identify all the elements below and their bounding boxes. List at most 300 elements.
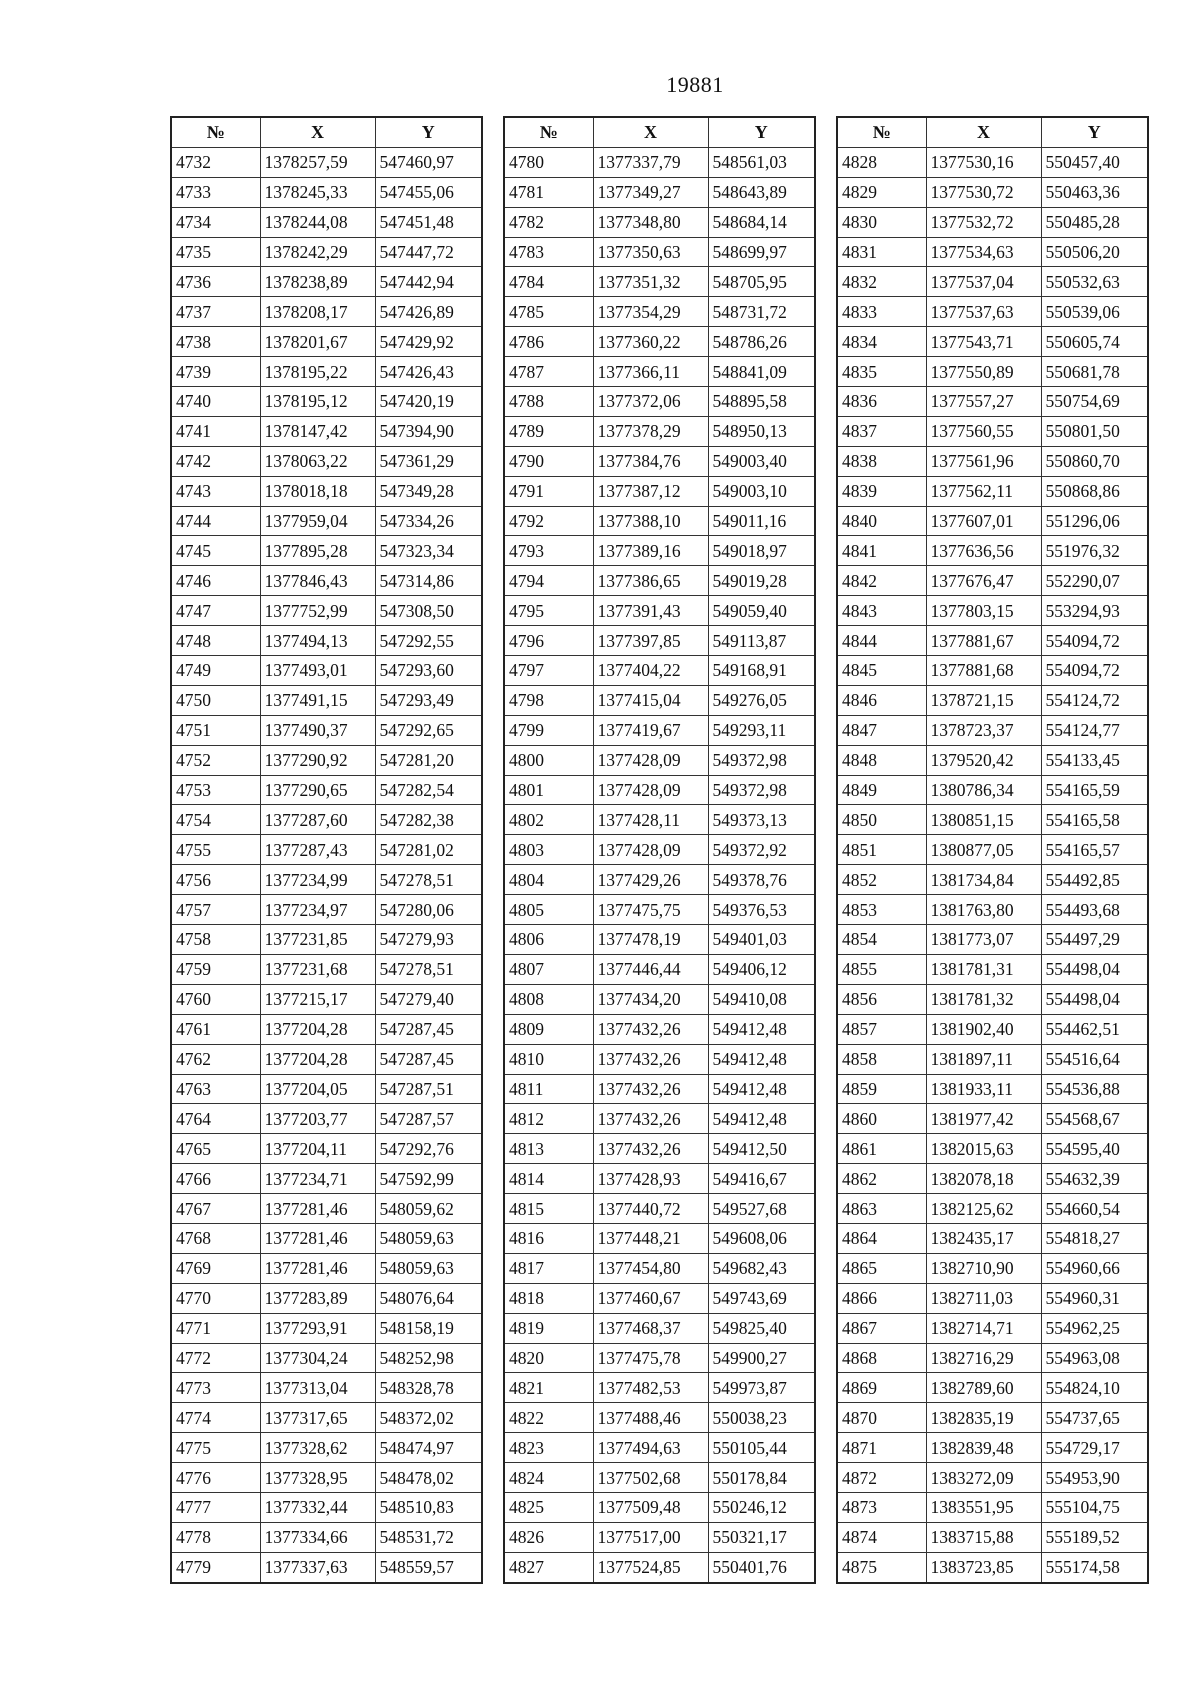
table-row — [171, 1492, 482, 1522]
table-row — [504, 1343, 815, 1373]
table-row — [171, 715, 482, 745]
table-row — [837, 1134, 1148, 1164]
table-row — [837, 1373, 1148, 1403]
cell-num: 4787 — [504, 357, 593, 387]
header-y: Y — [708, 117, 815, 147]
table-row — [504, 626, 815, 656]
cell-num: 4841 — [837, 536, 926, 566]
table-row — [837, 954, 1148, 984]
table-row — [504, 1403, 815, 1433]
cell-y: 547451,48 — [375, 207, 482, 237]
cell-x: 1377419,67 — [593, 715, 708, 745]
cell-x: 1377494,63 — [593, 1433, 708, 1463]
cell-x: 1377388,10 — [593, 506, 708, 536]
cell-y: 549416,67 — [708, 1164, 815, 1194]
table-row — [837, 476, 1148, 506]
cell-x: 1377432,26 — [593, 1014, 708, 1044]
table-row — [837, 835, 1148, 865]
cell-num: 4799 — [504, 715, 593, 745]
cell-y: 550401,76 — [708, 1552, 815, 1582]
cell-x: 1382716,29 — [926, 1343, 1041, 1373]
table-row — [504, 177, 815, 207]
cell-num: 4819 — [504, 1313, 593, 1343]
cell-x: 1377351,32 — [593, 267, 708, 297]
cell-x: 1377204,05 — [260, 1074, 375, 1104]
table-row — [504, 1253, 815, 1283]
cell-x: 1377404,22 — [593, 656, 708, 686]
table-row — [837, 745, 1148, 775]
cell-x: 1377428,11 — [593, 805, 708, 835]
table-row — [837, 566, 1148, 596]
cell-num: 4850 — [837, 805, 926, 835]
cell-num: 4834 — [837, 327, 926, 357]
cell-x: 1377313,04 — [260, 1373, 375, 1403]
table-row — [171, 476, 482, 506]
cell-y: 554818,27 — [1041, 1223, 1148, 1253]
cell-num: 4807 — [504, 954, 593, 984]
cell-num: 4773 — [171, 1373, 260, 1403]
table-row — [171, 147, 482, 177]
table-row — [171, 895, 482, 925]
table-row — [504, 297, 815, 327]
header-x: X — [926, 117, 1041, 147]
table-row — [171, 656, 482, 686]
table-row — [504, 954, 815, 984]
cell-y: 549372,92 — [708, 835, 815, 865]
cell-num: 4742 — [171, 446, 260, 476]
cell-num: 4755 — [171, 835, 260, 865]
cell-num: 4735 — [171, 237, 260, 267]
cell-x: 1377532,72 — [926, 207, 1041, 237]
cell-num: 4803 — [504, 835, 593, 865]
cell-y: 550681,78 — [1041, 357, 1148, 387]
cell-num: 4741 — [171, 416, 260, 446]
cell-x: 1377304,24 — [260, 1343, 375, 1373]
cell-x: 1377389,16 — [593, 536, 708, 566]
table-row — [171, 596, 482, 626]
table-row — [171, 1253, 482, 1283]
cell-num: 4805 — [504, 895, 593, 925]
table-row — [171, 506, 482, 536]
cell-y: 547361,29 — [375, 446, 482, 476]
cell-x: 1383715,88 — [926, 1522, 1041, 1552]
header-x: X — [593, 117, 708, 147]
cell-num: 4749 — [171, 656, 260, 686]
cell-y: 547287,45 — [375, 1014, 482, 1044]
cell-x: 1377475,75 — [593, 895, 708, 925]
cell-y: 551296,06 — [1041, 506, 1148, 536]
cell-y: 550246,12 — [708, 1492, 815, 1522]
table-row — [171, 237, 482, 267]
cell-y: 547442,94 — [375, 267, 482, 297]
cell-x: 1378195,22 — [260, 357, 375, 387]
cell-x: 1377366,11 — [593, 357, 708, 387]
cell-x: 1379520,42 — [926, 745, 1041, 775]
cell-y: 549059,40 — [708, 596, 815, 626]
cell-num: 4781 — [504, 177, 593, 207]
cell-x: 1377432,26 — [593, 1044, 708, 1074]
cell-x: 1377337,79 — [593, 147, 708, 177]
cell-y: 547287,57 — [375, 1104, 482, 1134]
cell-num: 4822 — [504, 1403, 593, 1433]
cell-y: 549011,16 — [708, 506, 815, 536]
cell-y: 549406,12 — [708, 954, 815, 984]
cell-y: 554568,67 — [1041, 1104, 1148, 1134]
table-row — [504, 835, 815, 865]
cell-x: 1383551,95 — [926, 1492, 1041, 1522]
cell-x: 1377428,09 — [593, 745, 708, 775]
table-row — [171, 865, 482, 895]
cell-y: 549276,05 — [708, 685, 815, 715]
cell-x: 1377348,80 — [593, 207, 708, 237]
cell-y: 549168,91 — [708, 656, 815, 686]
cell-num: 4754 — [171, 805, 260, 835]
table-row — [837, 1463, 1148, 1493]
cell-x: 1381977,42 — [926, 1104, 1041, 1134]
table-row — [504, 147, 815, 177]
cell-y: 548895,58 — [708, 387, 815, 417]
cell-y: 550463,36 — [1041, 177, 1148, 207]
table-row — [504, 566, 815, 596]
cell-y: 547323,34 — [375, 536, 482, 566]
cell-num: 4813 — [504, 1134, 593, 1164]
header-x: X — [260, 117, 375, 147]
cell-y: 547334,26 — [375, 506, 482, 536]
table-row — [837, 207, 1148, 237]
cell-x: 1381781,32 — [926, 984, 1041, 1014]
cell-num: 4740 — [171, 387, 260, 417]
cell-y: 547293,49 — [375, 685, 482, 715]
cell-y: 547293,60 — [375, 656, 482, 686]
cell-y: 549003,40 — [708, 446, 815, 476]
cell-x: 1378201,67 — [260, 327, 375, 357]
table-row — [171, 416, 482, 446]
cell-num: 4806 — [504, 925, 593, 955]
cell-x: 1381897,11 — [926, 1044, 1041, 1074]
cell-y: 555174,58 — [1041, 1552, 1148, 1582]
table-row — [837, 1253, 1148, 1283]
table-row — [504, 357, 815, 387]
cell-x: 1377537,63 — [926, 297, 1041, 327]
table-row — [837, 656, 1148, 686]
cell-x: 1377493,01 — [260, 656, 375, 686]
cell-x: 1382789,60 — [926, 1373, 1041, 1403]
cell-num: 4833 — [837, 297, 926, 327]
table-row — [171, 1313, 482, 1343]
table-row — [837, 446, 1148, 476]
table-row — [504, 207, 815, 237]
cell-x: 1377460,67 — [593, 1283, 708, 1313]
cell-y: 550868,86 — [1041, 476, 1148, 506]
cell-x: 1380877,05 — [926, 835, 1041, 865]
table-row — [171, 1194, 482, 1224]
table-row — [171, 357, 482, 387]
cell-y: 549410,08 — [708, 984, 815, 1014]
cell-y: 547292,65 — [375, 715, 482, 745]
cell-x: 1377215,17 — [260, 984, 375, 1014]
cell-y: 547282,54 — [375, 775, 482, 805]
cell-num: 4835 — [837, 357, 926, 387]
cell-y: 547292,76 — [375, 1134, 482, 1164]
table-row — [504, 925, 815, 955]
cell-y: 554729,17 — [1041, 1433, 1148, 1463]
table-row — [837, 626, 1148, 656]
cell-num: 4829 — [837, 177, 926, 207]
cell-num: 4848 — [837, 745, 926, 775]
header-num: № — [837, 117, 926, 147]
coordinate-table-3 — [836, 116, 1149, 1584]
table-row — [171, 925, 482, 955]
table-row — [171, 1463, 482, 1493]
cell-num: 4744 — [171, 506, 260, 536]
cell-y: 549412,48 — [708, 1014, 815, 1044]
cell-x: 1377537,04 — [926, 267, 1041, 297]
cell-x: 1381734,84 — [926, 865, 1041, 895]
cell-y: 549412,50 — [708, 1134, 815, 1164]
cell-y: 548328,78 — [375, 1373, 482, 1403]
cell-x: 1378018,18 — [260, 476, 375, 506]
cell-x: 1377881,67 — [926, 626, 1041, 656]
cell-x: 1377204,28 — [260, 1044, 375, 1074]
cell-y: 548510,83 — [375, 1492, 482, 1522]
cell-x: 1377530,16 — [926, 147, 1041, 177]
cell-y: 548561,03 — [708, 147, 815, 177]
cell-x: 1377429,26 — [593, 865, 708, 895]
cell-num: 4793 — [504, 536, 593, 566]
table-row — [504, 984, 815, 1014]
cell-x: 1377328,95 — [260, 1463, 375, 1493]
cell-num: 4866 — [837, 1283, 926, 1313]
table-row — [837, 1014, 1148, 1044]
table-row — [171, 267, 482, 297]
table-row — [171, 1433, 482, 1463]
cell-y: 547280,06 — [375, 895, 482, 925]
table-row — [171, 954, 482, 984]
cell-num: 4772 — [171, 1343, 260, 1373]
cell-num: 4769 — [171, 1253, 260, 1283]
table-row — [837, 715, 1148, 745]
table-row — [504, 685, 815, 715]
table-row — [837, 237, 1148, 267]
cell-num: 4870 — [837, 1403, 926, 1433]
cell-num: 4745 — [171, 536, 260, 566]
cell-y: 554165,59 — [1041, 775, 1148, 805]
header-y: Y — [375, 117, 482, 147]
table-row — [504, 1104, 815, 1134]
cell-x: 1377509,48 — [593, 1492, 708, 1522]
cell-y: 554960,66 — [1041, 1253, 1148, 1283]
cell-num: 4765 — [171, 1134, 260, 1164]
cell-num: 4756 — [171, 865, 260, 895]
cell-x: 1378147,42 — [260, 416, 375, 446]
table-row — [504, 446, 815, 476]
cell-y: 553294,93 — [1041, 596, 1148, 626]
table-row — [837, 506, 1148, 536]
table-row — [837, 1283, 1148, 1313]
cell-num: 4837 — [837, 416, 926, 446]
cell-num: 4757 — [171, 895, 260, 925]
cell-y: 549372,98 — [708, 775, 815, 805]
table-row — [171, 1104, 482, 1134]
cell-num: 4871 — [837, 1433, 926, 1463]
cell-y: 548841,09 — [708, 357, 815, 387]
cell-num: 4764 — [171, 1104, 260, 1134]
cell-x: 1377440,72 — [593, 1194, 708, 1224]
table-row — [504, 1134, 815, 1164]
cell-y: 550532,63 — [1041, 267, 1148, 297]
cell-num: 4763 — [171, 1074, 260, 1104]
header-y: Y — [1041, 117, 1148, 147]
table-row — [837, 865, 1148, 895]
cell-x: 1378238,89 — [260, 267, 375, 297]
cell-num: 4785 — [504, 297, 593, 327]
table-row — [837, 925, 1148, 955]
cell-y: 547278,51 — [375, 954, 482, 984]
cell-x: 1382125,62 — [926, 1194, 1041, 1224]
cell-num: 4861 — [837, 1134, 926, 1164]
cell-num: 4804 — [504, 865, 593, 895]
cell-num: 4802 — [504, 805, 593, 835]
table-row — [171, 1223, 482, 1253]
cell-num: 4814 — [504, 1164, 593, 1194]
cell-x: 1377334,66 — [260, 1522, 375, 1552]
cell-x: 1377490,37 — [260, 715, 375, 745]
cell-y: 547314,86 — [375, 566, 482, 596]
cell-num: 4751 — [171, 715, 260, 745]
cell-y: 550506,20 — [1041, 237, 1148, 267]
cell-num: 4809 — [504, 1014, 593, 1044]
table-row — [504, 865, 815, 895]
cell-num: 4838 — [837, 446, 926, 476]
table-row — [171, 1343, 482, 1373]
table-row — [837, 1433, 1148, 1463]
cell-y: 554462,51 — [1041, 1014, 1148, 1044]
cell-y: 549003,10 — [708, 476, 815, 506]
cell-x: 1377502,68 — [593, 1463, 708, 1493]
cell-x: 1377752,99 — [260, 596, 375, 626]
cell-x: 1377290,65 — [260, 775, 375, 805]
cell-num: 4855 — [837, 954, 926, 984]
cell-y: 549973,87 — [708, 1373, 815, 1403]
cell-y: 547426,89 — [375, 297, 482, 327]
cell-y: 549018,97 — [708, 536, 815, 566]
cell-num: 4762 — [171, 1044, 260, 1074]
cell-x: 1380786,34 — [926, 775, 1041, 805]
cell-x: 1382839,48 — [926, 1433, 1041, 1463]
cell-y: 548059,63 — [375, 1223, 482, 1253]
cell-y: 554953,90 — [1041, 1463, 1148, 1493]
cell-num: 4869 — [837, 1373, 926, 1403]
cell-x: 1377534,63 — [926, 237, 1041, 267]
cell-num: 4766 — [171, 1164, 260, 1194]
cell-num: 4770 — [171, 1283, 260, 1313]
cell-num: 4782 — [504, 207, 593, 237]
cell-x: 1377494,13 — [260, 626, 375, 656]
cell-y: 547279,93 — [375, 925, 482, 955]
cell-num: 4778 — [171, 1522, 260, 1552]
cell-x: 1377234,71 — [260, 1164, 375, 1194]
cell-num: 4780 — [504, 147, 593, 177]
cell-num: 4832 — [837, 267, 926, 297]
table-row — [171, 177, 482, 207]
table-body — [171, 147, 482, 1582]
cell-num: 4815 — [504, 1194, 593, 1224]
cell-num: 4767 — [171, 1194, 260, 1224]
cell-x: 1377231,68 — [260, 954, 375, 984]
table-row — [504, 745, 815, 775]
cell-x: 1377454,80 — [593, 1253, 708, 1283]
cell-x: 1378208,17 — [260, 297, 375, 327]
table-row — [171, 566, 482, 596]
cell-y: 547394,90 — [375, 416, 482, 446]
table-row — [504, 1373, 815, 1403]
cell-x: 1377517,00 — [593, 1522, 708, 1552]
cell-num: 4758 — [171, 925, 260, 955]
table-row — [504, 656, 815, 686]
cell-x: 1382435,17 — [926, 1223, 1041, 1253]
cell-num: 4737 — [171, 297, 260, 327]
cell-y: 550178,84 — [708, 1463, 815, 1493]
cell-num: 4856 — [837, 984, 926, 1014]
cell-x: 1377293,91 — [260, 1313, 375, 1343]
cell-x: 1377434,20 — [593, 984, 708, 1014]
table-row — [837, 1104, 1148, 1134]
table-row — [504, 1313, 815, 1343]
table-row — [504, 416, 815, 446]
cell-num: 4750 — [171, 685, 260, 715]
cell-num: 4857 — [837, 1014, 926, 1044]
table-row — [837, 685, 1148, 715]
cell-y: 554133,45 — [1041, 745, 1148, 775]
cell-num: 4789 — [504, 416, 593, 446]
header-num: № — [171, 117, 260, 147]
table-row — [837, 387, 1148, 417]
table-row — [837, 1164, 1148, 1194]
cell-x: 1378063,22 — [260, 446, 375, 476]
cell-num: 4777 — [171, 1492, 260, 1522]
table-body — [504, 147, 815, 1582]
table-row — [837, 536, 1148, 566]
cell-num: 4816 — [504, 1223, 593, 1253]
cell-y: 548643,89 — [708, 177, 815, 207]
cell-num: 4830 — [837, 207, 926, 237]
cell-x: 1377384,76 — [593, 446, 708, 476]
table-row — [837, 147, 1148, 177]
cell-x: 1382711,03 — [926, 1283, 1041, 1313]
table-row — [171, 536, 482, 566]
cell-y: 554094,72 — [1041, 656, 1148, 686]
cell-x: 1377231,85 — [260, 925, 375, 955]
cell-y: 547287,45 — [375, 1044, 482, 1074]
cell-x: 1382710,90 — [926, 1253, 1041, 1283]
cell-x: 1378723,37 — [926, 715, 1041, 745]
cell-x: 1377478,19 — [593, 925, 708, 955]
cell-y: 547420,19 — [375, 387, 482, 417]
cell-num: 4800 — [504, 745, 593, 775]
cell-y: 549376,53 — [708, 895, 815, 925]
table-row — [504, 1283, 815, 1313]
cell-num: 4826 — [504, 1522, 593, 1552]
cell-x: 1377491,15 — [260, 685, 375, 715]
cell-num: 4845 — [837, 656, 926, 686]
table-row — [504, 536, 815, 566]
table-row — [837, 267, 1148, 297]
table-row — [171, 297, 482, 327]
cell-x: 1377328,62 — [260, 1433, 375, 1463]
cell-x: 1378195,12 — [260, 387, 375, 417]
coordinate-table-1 — [170, 116, 483, 1584]
cell-x: 1377378,29 — [593, 416, 708, 446]
